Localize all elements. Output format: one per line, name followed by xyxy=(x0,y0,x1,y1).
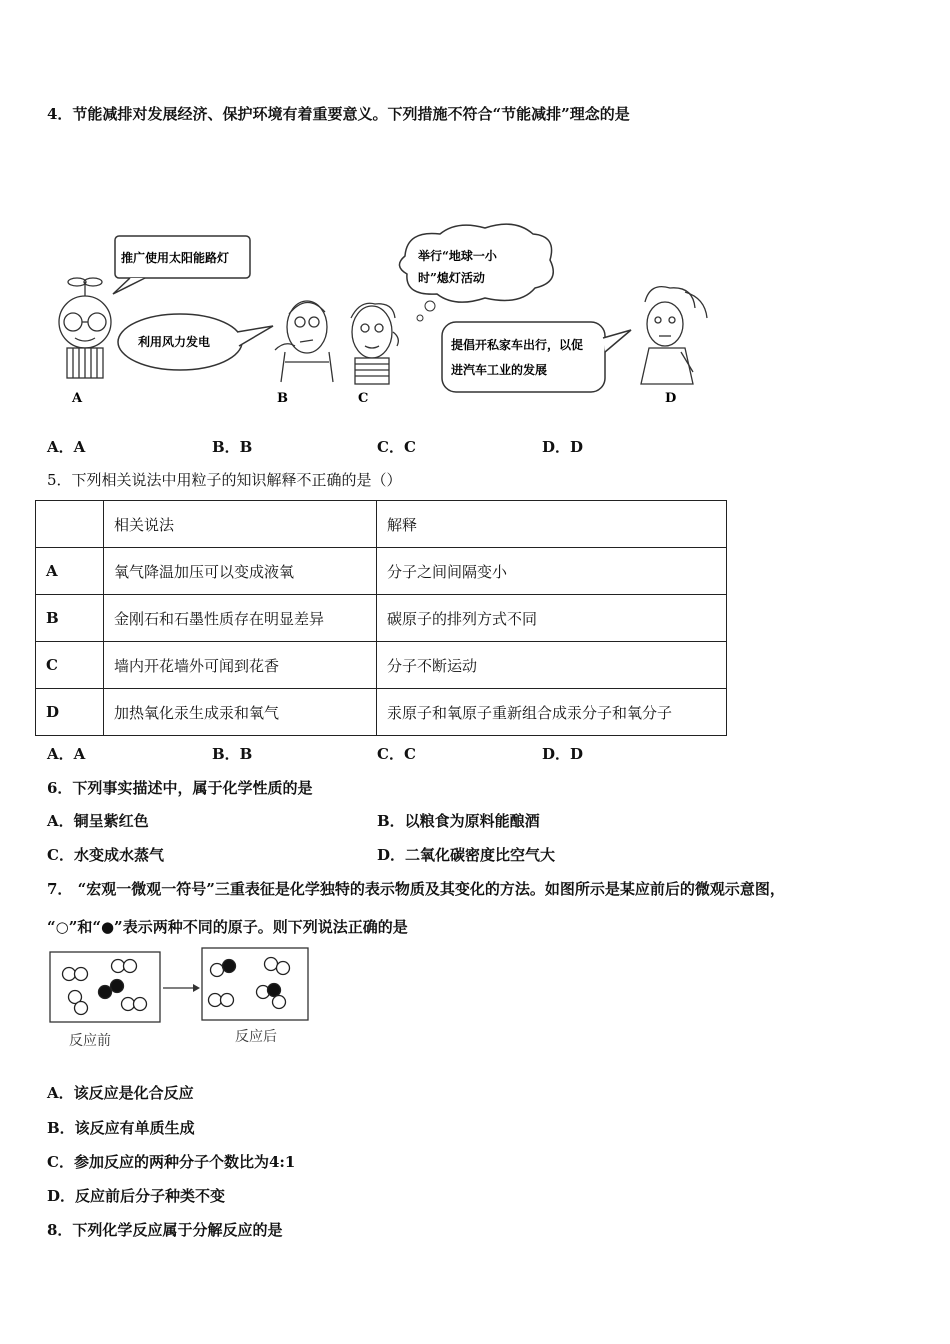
row-label: D xyxy=(36,689,104,736)
table-row xyxy=(36,595,727,642)
q5-stem: 5．下列相关说法中用粒子的知识解释不正确的是（） xyxy=(47,471,402,489)
bubble-b-text: 利用风力发电 xyxy=(138,335,211,349)
q5-option-d[interactable]: D．D xyxy=(542,745,584,763)
after-label: 反应后 xyxy=(235,1029,277,1045)
bubble-a-text: 推广使用太阳能路灯 xyxy=(121,251,230,265)
before-label: 反应前 xyxy=(69,1033,111,1049)
table-row xyxy=(36,689,727,736)
q4-stem: 4．节能减排对发展经济、保护环境有着重要意义。下列措施不符合“节能减排”理念的是 xyxy=(47,105,630,123)
q5-option-b[interactable]: B．B xyxy=(212,745,253,763)
q7-option-a[interactable]: A．该反应是化合反应 xyxy=(47,1084,194,1102)
table-row xyxy=(36,642,727,689)
row-statement: 金刚石和石墨性质存在明显差异 xyxy=(104,595,377,642)
row-label: B xyxy=(36,595,104,642)
fig-label-d: D xyxy=(665,391,677,406)
q4-option-a[interactable]: A．A xyxy=(47,438,86,456)
q5-option-a[interactable]: A．A xyxy=(47,745,86,763)
row-explanation: 碳原子的排列方式不同 xyxy=(377,595,727,642)
child-a-drawing xyxy=(59,278,111,378)
row-explanation: 分子之间间隔变小 xyxy=(377,548,727,595)
q8-stem: 8．下列化学反应属于分解反应的是 xyxy=(47,1221,283,1239)
q5-table xyxy=(35,500,727,736)
header-cell-explanation: 解释 xyxy=(377,501,727,548)
bubble-b xyxy=(118,314,273,370)
girl-d-drawing xyxy=(641,287,707,384)
q6-option-c[interactable]: C．水变成水蒸气 xyxy=(47,846,164,864)
fig-label-c: C xyxy=(358,391,369,406)
child-b-drawing xyxy=(275,301,333,382)
header-cell-blank xyxy=(36,501,104,548)
q4-option-b[interactable]: B．B xyxy=(212,438,253,456)
q7-stem-line2: “○”和“●”表示两种不同的原子。则下列说法正确的是 xyxy=(47,918,408,936)
row-statement: 氧气降温加压可以变成液氧 xyxy=(104,548,377,595)
bubble-c-text-2: 时”熄灯活动 xyxy=(418,271,485,285)
fig-label-b: B xyxy=(277,391,288,406)
q4-option-d[interactable]: D．D xyxy=(542,438,584,456)
after-box xyxy=(202,948,308,1020)
q5-option-c[interactable]: C．C xyxy=(377,745,416,763)
q6-stem: 6．下列事实描述中，属于化学性质的是 xyxy=(47,779,313,797)
row-explanation: 汞原子和氧原子重新组合成汞分子和氧分子 xyxy=(377,689,727,736)
fig-label-a: A xyxy=(72,391,83,406)
row-explanation: 分子不断运动 xyxy=(377,642,727,689)
q7-option-c[interactable]: C．参加反应的两种分子个数比为4:1 xyxy=(47,1153,296,1171)
child-c-drawing xyxy=(351,303,398,384)
table-row xyxy=(36,548,727,595)
bubble-a xyxy=(113,236,250,294)
q6-option-b[interactable]: B．以粮食为原料能酿酒 xyxy=(377,812,540,830)
row-label: A xyxy=(36,548,104,595)
row-statement: 墙内开花墙外可闻到花香 xyxy=(104,642,377,689)
bubble-d xyxy=(442,322,631,392)
q4-option-c[interactable]: C．C xyxy=(377,438,416,456)
q7-option-d[interactable]: D．反应前后分子种类不变 xyxy=(47,1187,226,1205)
q7-reaction-diagram xyxy=(45,944,325,1054)
bubble-c xyxy=(399,224,553,321)
q7-option-b[interactable]: B．该反应有单质生成 xyxy=(47,1119,195,1137)
q4-cartoon-figure xyxy=(45,222,725,412)
q6-option-a[interactable]: A．铜呈紫红色 xyxy=(47,812,149,830)
table-header-row xyxy=(36,501,727,548)
q6-option-d[interactable]: D．二氧化碳密度比空气大 xyxy=(377,846,556,864)
header-cell-statement: 相关说法 xyxy=(104,501,377,548)
bubble-d-text-2: 进汽车工业的发展 xyxy=(451,363,548,377)
row-label: C xyxy=(36,642,104,689)
row-statement: 加热氧化汞生成汞和氧气 xyxy=(104,689,377,736)
bubble-c-text-1: 举行“地球一小 xyxy=(418,249,497,263)
q7-stem-line1: 7． “宏观一微观一符号”三重表征是化学独特的表示物质及其变化的方法。如图所示是某应前后的微观示意图， xyxy=(47,880,785,898)
bubble-d-text-1: 提倡开私家车出行，以促 xyxy=(451,338,584,352)
